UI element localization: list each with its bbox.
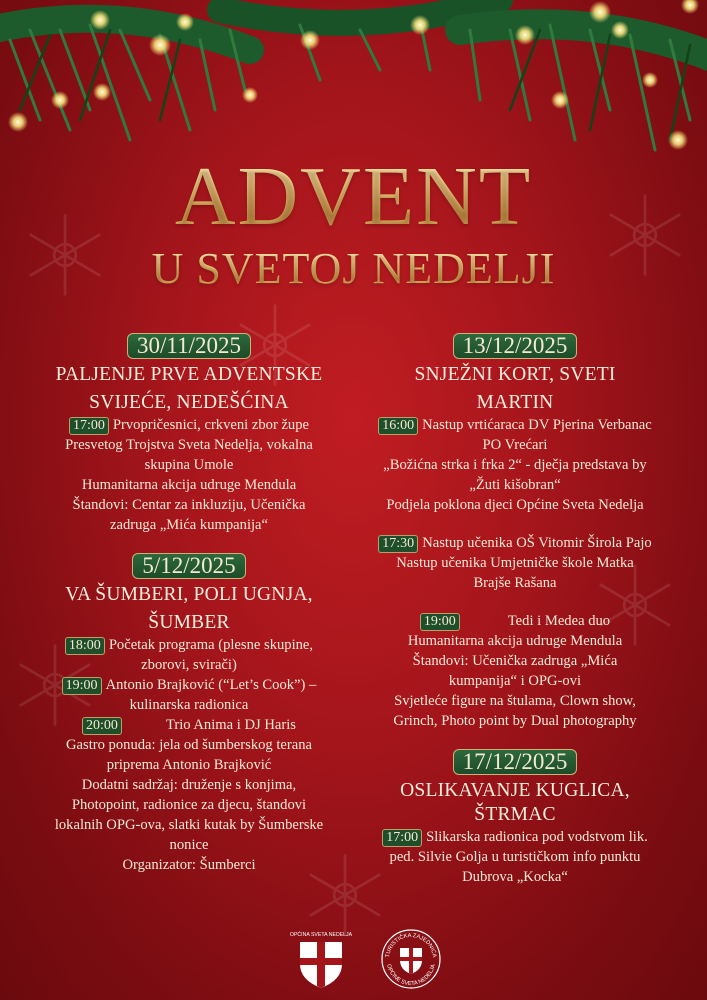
event-line: ped. Silvie Golja u turističkom info punktu	[389, 849, 641, 865]
event-line: priprema Antonio Brajković	[106, 757, 272, 773]
time-badge: 17:30	[378, 535, 418, 553]
date-badge: 30/11/2025	[127, 333, 251, 359]
event-line: skupina Umole	[144, 457, 234, 473]
title-advent: ADVENT	[0, 148, 707, 245]
fir-garland-decoration	[0, 0, 707, 170]
time-badge: 18:00	[65, 637, 105, 655]
event-line: Svjetleće figure na štulama, Clown show,	[394, 693, 636, 709]
event-line: 17:30 Nastup učenika OŠ Vitomir Širola Pajo	[362, 533, 668, 553]
title-subtitle: U SVETOJ NEDELJI	[0, 243, 707, 294]
event-line: „Žuti kišobran“	[469, 477, 561, 493]
event-line: Štandovi: Učenička zadruga „Mića	[412, 653, 618, 669]
date-badge: 17/12/2025	[453, 749, 578, 775]
time-badge: 20:00	[82, 717, 122, 735]
event-line: Humanitarna akcija udruge Mendula	[81, 477, 297, 493]
event-heading: ŠUMBER	[148, 612, 230, 633]
event-line: zadruga „Mića kumpanija“	[109, 517, 269, 533]
event-line: Presvetog Trojstva Sveta Nedelja, vokalna	[65, 437, 313, 453]
date-badge: 5/12/2025	[132, 553, 245, 579]
event-line: Grinch, Photo point by Dual photography	[393, 713, 637, 729]
municipality-coat-of-arms-logo	[289, 928, 353, 990]
footer-logos	[0, 928, 707, 990]
event-line: PO Vrećari	[482, 437, 548, 453]
event-line: Dodatni sadržaj: druženje s konjima,	[81, 777, 297, 793]
time-badge: 17:00	[382, 829, 422, 847]
event-line: 17:00 Prvopričesnici, crkveni zbor župe	[36, 415, 342, 435]
tourist-board-logo	[380, 928, 442, 990]
time-badge: 19:00	[62, 677, 102, 695]
event-line: Dubrova „Kocka“	[462, 869, 568, 885]
event-line: zborovi, svirači)	[141, 657, 237, 673]
event-line: Štandovi: Centar za inkluziju, Učenička	[72, 497, 306, 513]
event-line: 19:00 Antonio Brajković (“Let’s Cook”) –	[36, 675, 342, 695]
logo-ring-text-bottom: OPĆINE SVETA NEDELJA	[385, 963, 437, 988]
event-line: 20:00 Trio Anima i DJ Haris	[36, 715, 342, 735]
event-line: Podjela poklona djeci Općine Sveta Nedelja	[386, 497, 644, 513]
event-heading: VA ŠUMBERI, POLI UGNJA,	[65, 584, 313, 605]
logo-caption: OPĆINA SVETA NEDELJA	[289, 932, 353, 938]
event-line: Photopoint, radionice za djecu, štandovi	[71, 797, 307, 813]
event-line: „Božićna strka i frka 2“ - dječja predstava by	[383, 457, 647, 473]
event-line: Humanitarna akcija udruge Mendula	[407, 633, 623, 649]
event-line: kumpanija“ i OPG-ovi	[448, 673, 582, 689]
event-line: 17:00 Slikarska radionica pod vodstvom lik.	[362, 827, 668, 847]
time-badge: 19:00	[420, 613, 460, 631]
event-heading: PALJENJE PRVE ADVENTSKE	[55, 364, 323, 385]
event-heading: OSLIKAVANJE KUGLICA, ŠTRMAC	[400, 780, 630, 825]
logo-ring-text-top: TURISTIČKA ZAJEDNICA	[385, 932, 437, 958]
event-line: nonice	[169, 837, 209, 853]
event-line: 16:00 Nastup vrtićaraca DV Pjerina Verbanac	[362, 415, 668, 435]
event-line: Organizator: Šumberci	[122, 857, 256, 873]
event-line: 18:00 Početak programa (plesne skupine,	[36, 635, 342, 655]
date-badge: 13/12/2025	[453, 333, 578, 359]
left-column	[36, 333, 342, 875]
event-line: kulinarska radionica	[129, 697, 249, 713]
event-heading: SVIJEĆE, NEDEŠĆINA	[89, 392, 289, 413]
time-badge: 16:00	[378, 417, 418, 435]
time-badge: 17:00	[69, 417, 109, 435]
event-line: 19:00 Tedi i Medea duo	[362, 611, 668, 631]
event-heading: MARTIN	[476, 392, 554, 413]
event-heading: SNJEŽNI KORT, SVETI	[414, 364, 616, 385]
event-line: Nastup učenika Umjetničke škole Matka	[396, 555, 634, 571]
event-line: Brajše Rašana	[473, 575, 557, 591]
event-line: lokalnih OPG-ova, slatki kutak by Šumberske	[54, 817, 324, 833]
right-column	[362, 333, 668, 887]
event-line: Gastro ponuda: jela od šumberskog terana	[66, 737, 312, 753]
